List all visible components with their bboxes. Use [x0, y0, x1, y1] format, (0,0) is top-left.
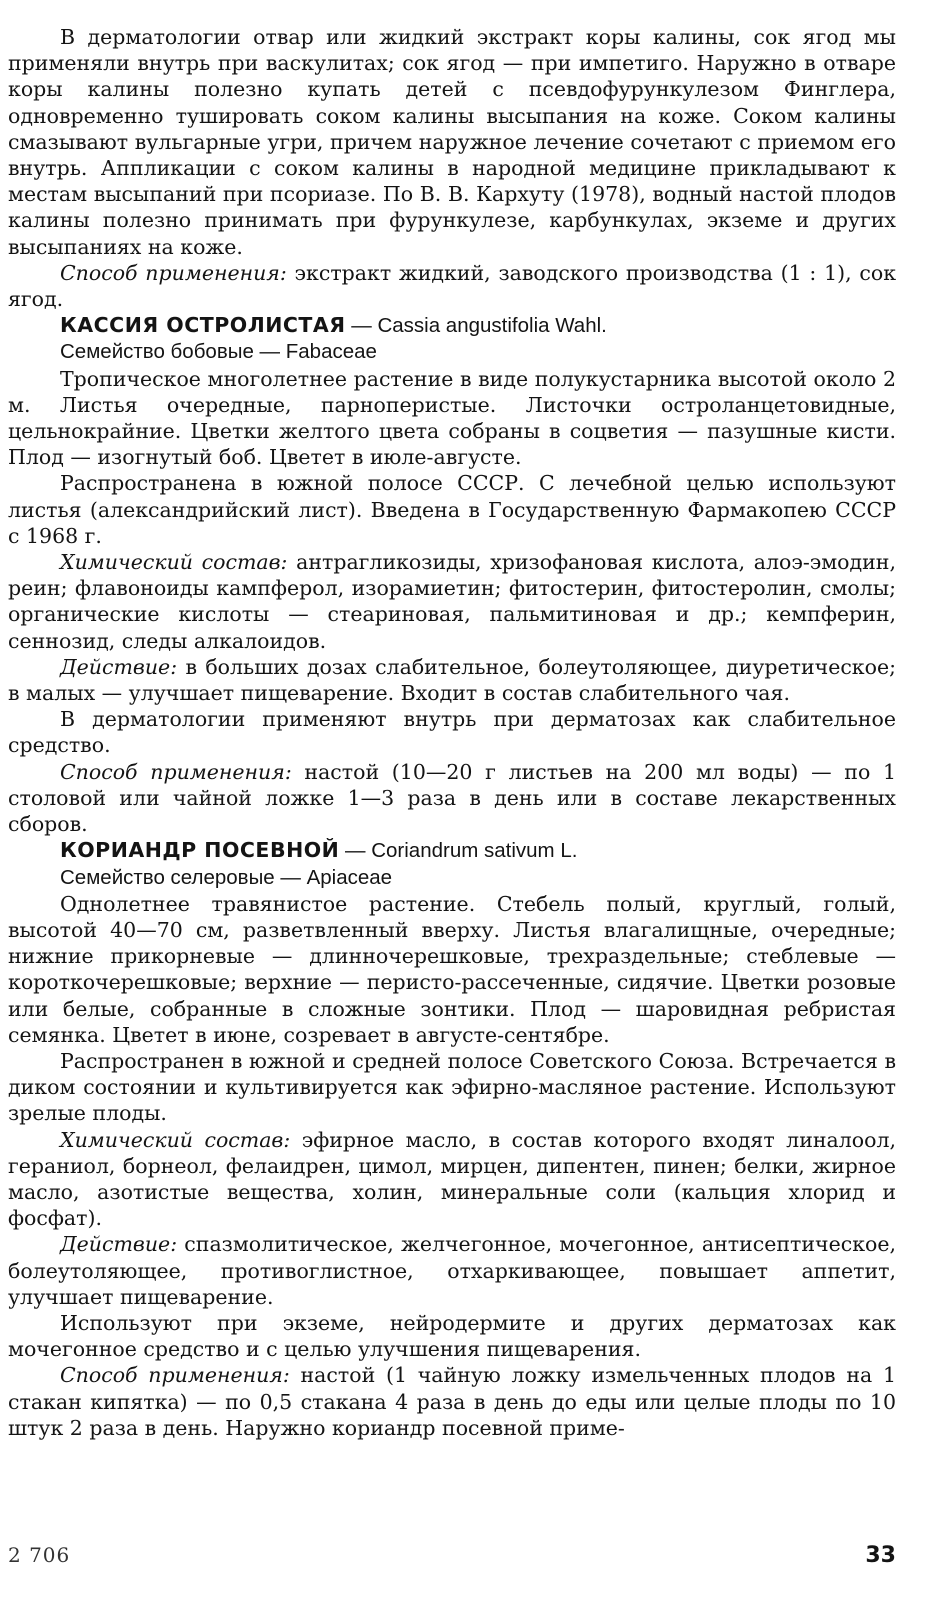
composition-label: Химический состав:	[60, 550, 288, 575]
plant-action	[8, 1231, 896, 1310]
usage-label: Способ применения:	[60, 260, 287, 285]
plant-description: Тропическое многолетнее растение в виде полукустарника высотой около 2 м. Листья очередные, парноперистые. Листочки остроланцетовидные, цельнокрайние. Цветки желтого цвета собраны в соцветия — пазушные кисти. Плод — изогнутый боб. Цветет в июле-августе.	[8, 366, 896, 470]
action-label: Действие:	[60, 1232, 178, 1257]
usage-text: настой (10—20 г листьев на 200 мл воды) — по 1 столовой или чайной ложке 1—3 раза в день или в составе лекарственных сборов.	[8, 759, 897, 837]
page-number: 33	[865, 1543, 896, 1568]
plant-description: Однолетнее травянистое растение. Стебель полый, круглый, голый, высотой 40—70 см, разветвленный вверху. Листья влагалищные, очередные; нижние прикорневые — длинночерешковые, трехраздельные; стеблевые — короткочерешковые; верхние — перисто-рассеченные, сидячие. Цветки розовые или белые, собранные в сложные зонтики. Плод — шаровидная ребристая семянка. Цветет в июне, созревает в августе-сентябре.	[8, 891, 896, 1047]
usage-text: экстракт жидкий, заводского производства (1 : 1), сок ягод.	[8, 260, 897, 312]
usage-method	[8, 1362, 896, 1441]
dermatology-use: В дерматологии применяют внутрь при дерматозах как слабительное средство.	[8, 707, 896, 758]
paragraph-kalina-dermatology	[8, 24, 896, 260]
plant-name: КАССИЯ ОСТРОЛИСТАЯ	[60, 313, 346, 338]
usage-method	[8, 759, 896, 838]
usage-label: Способ применения:	[60, 1363, 290, 1388]
plant-family: Семейство селеровые — Apiaceae	[60, 865, 393, 889]
entry-heading-cassia	[8, 312, 896, 339]
composition-text: антрагликозиды, хризофановая кислота, алоэ-эмодин, реин; флавоноиды кампферол, изорамиетин; фитостерин, фитостеролин, смолы; органические кислоты — стеариновая, пальмитиновая и др.; кемпферин, сеннозид, следы алкалоидов.	[8, 550, 896, 653]
usage-label: Способ применения:	[60, 759, 292, 784]
plant-action	[8, 654, 896, 706]
plant-latin-name: — Cassia angustifolia Wahl.	[345, 314, 607, 338]
plant-latin-name: — Coriandrum sativum L.	[339, 839, 578, 863]
plant-family: Семейство бобовые — Fabaceae	[60, 340, 377, 364]
dermatology-use: Используют при экземе, нейродермите и других дерматозах как мочегонное средство и с целью улучшения пищеварения.	[8, 1310, 896, 1362]
chemical-composition	[8, 549, 896, 654]
chemical-composition	[8, 1127, 896, 1232]
page-footer	[8, 1542, 896, 1569]
paragraph-kalina-usage	[8, 260, 896, 312]
entry-heading-coriander	[8, 837, 896, 864]
composition-text: эфирное масло, в состав которого входят линалоол, гераниол, борнеол, фелаидрен, цимол, мирцен, дипентен, пинен; белки, жирное масло, азотистые вещества, холин, минеральные соли (кальция хлорид и фосфат).	[8, 1127, 896, 1231]
printer-signature: 2 706	[8, 1543, 71, 1567]
paragraph-text: В дерматологии отвар или жидкий экстракт коры калины, сок ягод мы применяли внутрь при васкулитах; сок ягод — при импетиго. Наружно в отваре коры калины полезно купать детей с псевдофурункулезом Финглера, одновременно тушировать соком калины высыпания на коже. Соком калины смазывают вульгарные угри, причем наружное лечение сочетают с приемом его внутрь. Аппликации с соком калины в народной медицине прикладывают к местам высыпаний при псориазе. По В. В. Кархуту (1978), водный настой плодов калины полезно принимать при фурункулезе, карбункулах, экземе и других высыпаниях на коже.	[8, 25, 896, 259]
composition-label: Химический состав:	[60, 1127, 291, 1152]
plant-distribution: Распространен в южной и средней полосе Советского Союза. Встречается в диком состоянии и культивируется как эфирно-масляное растение. Используют зрелые плоды.	[8, 1048, 896, 1126]
action-text: спазмолитическое, желчегонное, мочегонное, антисептическое, болеутоляющее, противоглистное, отхаркивающее, повышает аппетит, улучшает пищеварение.	[8, 1232, 896, 1309]
plant-distribution: Распространена в южной полосе СССР. С лечебной целью используют листья (александрийский лист). Введена в Государственную Фармакопею СССР с 1968 г.	[8, 471, 896, 548]
action-label: Действие:	[60, 654, 178, 679]
plant-name: КОРИАНДР ПОСЕВНОЙ	[60, 838, 340, 863]
action-text: в больших дозах слабительное, болеутоляющее, диуретическое; в малых — улучшает пищеварение. Входит в состав слабительного чая.	[8, 654, 896, 706]
usage-text: настой (1 чайную ложку измельченных плодов на 1 стакан кипятка) — по 0,5 стакана 4 раза в день до еды или целые плоды по 10 штук 2 раза в день. Наружно кориандр посевной приме-	[8, 1363, 896, 1440]
